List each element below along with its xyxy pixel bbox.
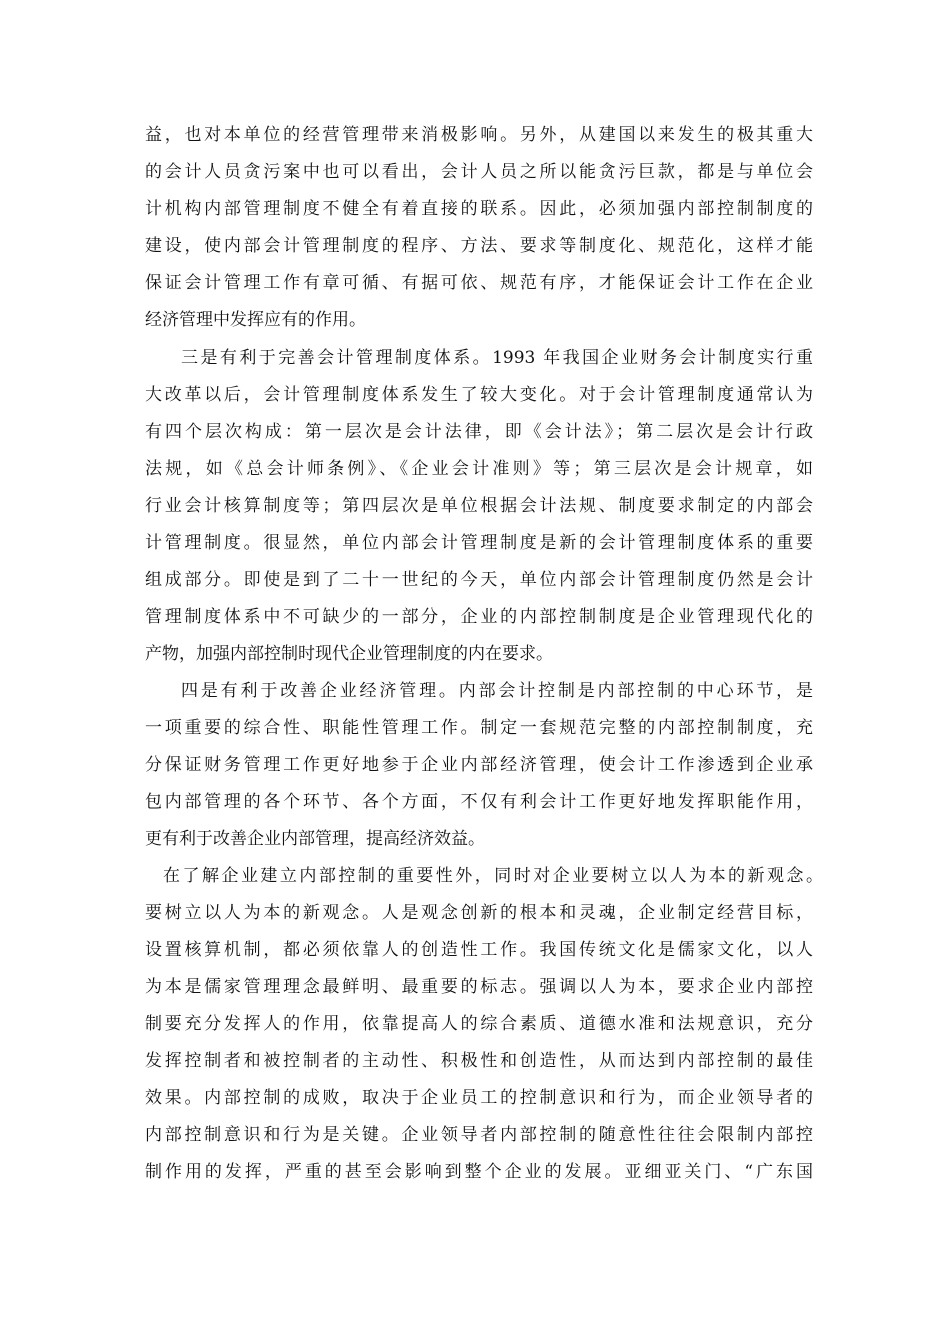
text-line: 组成部分。即使是到了二十一世纪的今天，单位内部会计管理制度仍然是会计	[145, 570, 813, 590]
text-line: 法规，如《总会计师条例》、《企业会计准则》等；第三层次是会计规章，如	[145, 459, 813, 479]
text-line: 四是有利于改善企业经济管理。内部会计控制是内部控制的中心环节，是	[181, 681, 813, 701]
text-line: 保证会计管理工作有章可循、有据可依、规范有序，才能保证会计工作在企业	[145, 273, 813, 293]
text-line: 更有利于改善企业内部管理，提高经济效益。	[145, 829, 485, 849]
text-line: 要树立以人为本的新观念。人是观念创新的根本和灵魂，企业制定经营目标，	[145, 903, 813, 923]
text-line: 产物，加强内部控制时现代企业管理制度的内在要求。	[145, 644, 553, 664]
text-line: 效果。内部控制的成败，取决于企业员工的控制意识和行为，而企业领导者的	[145, 1088, 813, 1108]
text-line: 一项重要的综合性、职能性管理工作。制定一套规范完整的内部控制制度，充	[145, 718, 813, 738]
text-line: 益，也对本单位的经营管理带来消极影响。另外，从建国以来发生的极其重大	[145, 125, 813, 145]
text-line: 经济管理中发挥应有的作用。	[145, 310, 366, 330]
text-line: 三是有利于完善会计管理制度体系。1993 年我国企业财务会计制度实行重	[181, 348, 813, 368]
text-line: 在了解企业建立内部控制的重要性外，同时对企业要树立以人为本的新观念。	[163, 866, 823, 886]
text-line: 计管理制度。很显然，单位内部会计管理制度是新的会计管理制度体系的重要	[145, 533, 813, 553]
text-line: 分保证财务管理工作更好地参于企业内部经济管理，使会计工作渗透到企业承	[145, 755, 813, 775]
text-line: 建设，使内部会计管理制度的程序、方法、要求等制度化、规范化，这样才能	[145, 236, 813, 256]
text-line: 制要充分发挥人的作用，依靠提高人的综合素质、道德水准和法规意识，充分	[145, 1014, 813, 1034]
text-line: 有四个层次构成：第一层次是会计法律，即《会计法》；第二层次是会计行政	[145, 422, 813, 442]
text-line: 行业会计核算制度等；第四层次是单位根据会计法规、制度要求制定的内部会	[145, 496, 813, 516]
text-line: 包内部管理的各个环节、各个方面，不仅有利会计工作更好地发挥职能作用，	[145, 792, 813, 812]
text-line: 大改革以后，会计管理制度体系发生了较大变化。对于会计管理制度通常认为	[145, 385, 813, 405]
text-line: 设置核算机制，都必须依靠人的创造性工作。我国传统文化是儒家文化，以人	[145, 940, 813, 960]
text-line: 的会计人员贪污案中也可以看出，会计人员之所以能贪污巨款，都是与单位会	[145, 162, 813, 182]
text-line: 管理制度体系中不可缺少的一部分，企业的内部控制制度是企业管理现代化的	[145, 607, 813, 627]
text-line: 为本是儒家管理理念最鲜明、最重要的标志。强调以人为本，要求企业内部控	[145, 977, 813, 997]
text-line: 计机构内部管理制度不健全有着直接的联系。因此，必须加强内部控制制度的	[145, 199, 813, 219]
text-line: 发挥控制者和被控制者的主动性、积极性和创造性，从而达到内部控制的最佳	[145, 1051, 813, 1071]
text-line: 内部控制意识和行为是关键。企业领导者内部控制的随意性往往会限制内部控	[145, 1125, 813, 1145]
text-line: 制作用的发挥，严重的甚至会影响到整个企业的发展。亚细亚关门、“广东国	[145, 1162, 813, 1182]
